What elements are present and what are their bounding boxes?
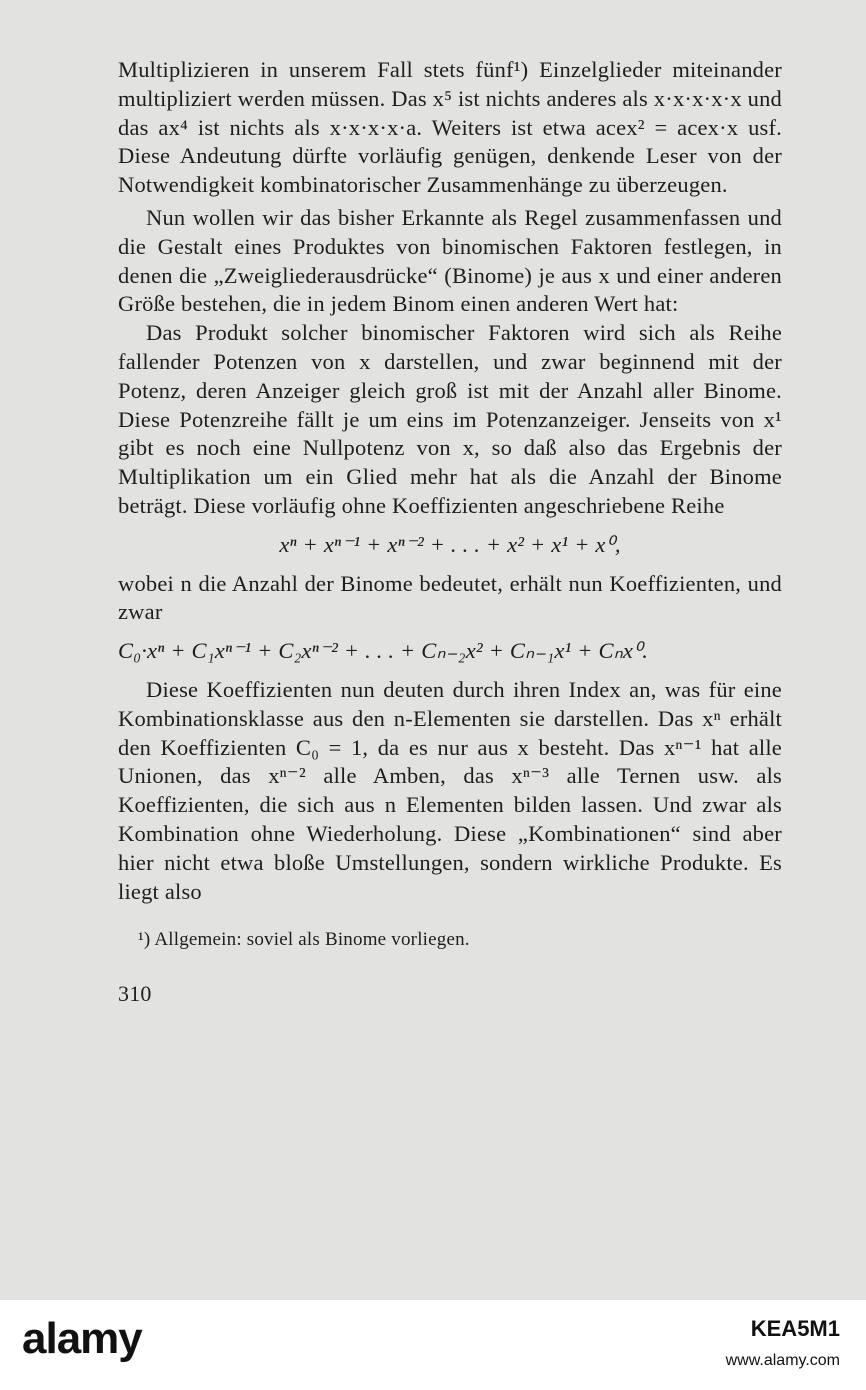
paragraph-5: Diese Koeffizienten nun deuten durch ihren Index an, was für eine Kombinationsklasse aus den n-Elementen sie darstellen. Das xⁿ erhält den Koeffizienten C₀ = 1, da es nur aus x besteht. Das xⁿ⁻¹ hat alle Unionen, das xⁿ⁻² alle Amben, das xⁿ⁻³ alle Ternen usw. als Koeffizienten, die sich aus n Elementen bilden lassen. Und zwar als Kombination ohne Wiederholung. Diese „Kombinationen“ sind aber hier nicht etwa bloße Umstellungen, sondern wirkliche Produkte. Es liegt also [118,676,782,904]
stock-photo-footer [0,1300,866,1390]
image-code: KEA5M1 [750,1316,840,1341]
paragraph-4: wobei n die Anzahl der Binome bedeutet, erhält nun Koeffizienten, und zwar [118,570,782,625]
equation-power-series: xⁿ + xⁿ⁻¹ + xⁿ⁻² + . . . + x² + x¹ + x⁰, [279,531,621,557]
paragraph-1: Multiplizieren in unserem Fall stets fünf¹) Einzelglieder miteinander multipliziert werden müssen. Das x⁵ ist nichts anderes als x·x·x·x·x und das ax⁴ ist nichts als x·x·x·x·a. Weiters ist etwa acex² = acex·x usf. Diese Andeutung dürfte vorläufig genügen, denkende Leser von der Notwendigkeit kombinatorischer Zusammenhänge zu überzeugen. [118,57,782,198]
paragraph-2: Nun wollen wir das bisher Erkannte als Regel zusammenfassen und die Gestalt eines Produktes von binomischen Faktoren festlegen, in denen die „Zweigliederausdrücke“ (Binome) je aus x und einer anderen Größe bestehen, die in jedem Binom einen anderen Wert hat: [118,204,782,317]
page-number: 310 [118,981,152,1007]
equation-coefficient-series: C₀·xⁿ + C₁xⁿ⁻¹ + C₂xⁿ⁻² + . . . + Cₙ₋₂x² + Cₙ₋₁x¹ + Cₙx⁰. [118,638,649,664]
paragraph-3: Das Produkt solcher binomischer Faktoren wird sich als Reihe fallender Potenzen von x darstellen, und zwar beginnend mit der Potenz, deren Anzeiger gleich groß ist mit der Anzahl aller Binome. Diese Potenzreihe fällt je um eins im Potenzanzeiger. Jenseits von x¹ gibt es noch eine Nullpotenz von x, so daß also das Ergebnis der Multiplikation um ein Glied mehr hat als die Anzahl der Binome beträgt. Diese vorläufig ohne Koeffizienten angeschriebene Reihe [118,320,782,518]
book-page [118,56,782,1009]
brand-logo: alamy [22,1314,142,1363]
footnote: ¹) Allgemein: soviel als Binome vorliegen. [138,929,470,951]
site-url: www.alamy.com [725,1352,840,1369]
